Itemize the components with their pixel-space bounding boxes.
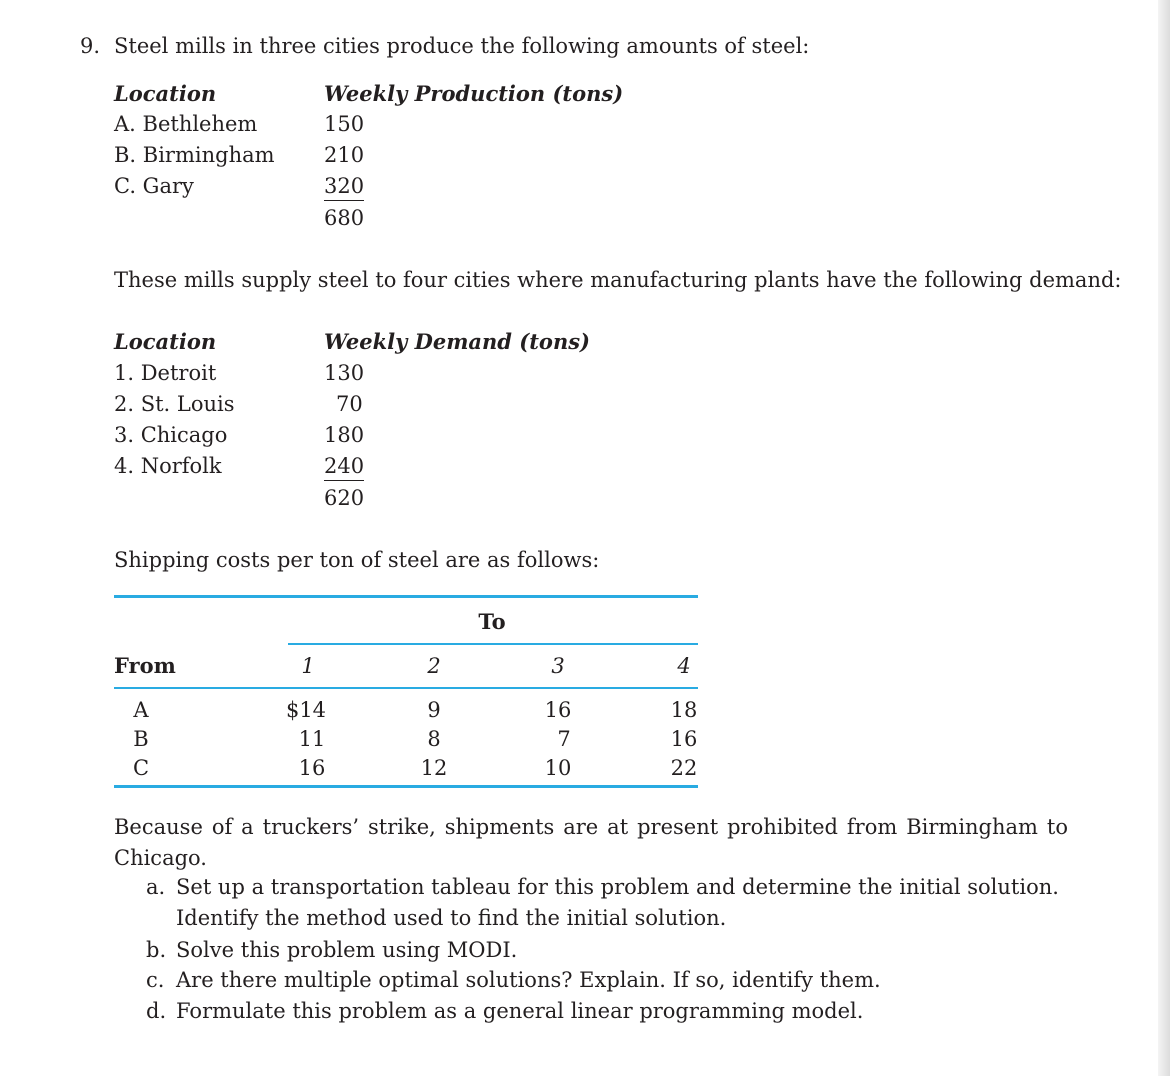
demand-total: 620 (324, 486, 365, 510)
problem-number: 9. (80, 34, 101, 58)
question-letter: a. (146, 875, 166, 899)
cost-cell: $14 (285, 698, 327, 722)
question-text: Formulate this problem as a general linear programming model. (176, 999, 864, 1023)
demand-row-label: 4. Norfolk (114, 454, 222, 478)
cost-cell: 11 (298, 727, 326, 751)
demand-row-value: 240 (324, 453, 364, 481)
cost-cell: 12 (420, 756, 448, 780)
table-top-rule (114, 595, 698, 598)
row-from-label: C (132, 756, 150, 780)
production-row-label: B. Birmingham (114, 143, 275, 167)
demand-value-header: Weekly Demand (tons) (324, 329, 590, 354)
supply-text: These mills supply steel to four cities where manufacturing plants have the following demand: (114, 268, 1122, 292)
to-header: To (478, 609, 506, 634)
column-header-1: 1 (301, 654, 315, 678)
row-from-label: B (133, 727, 149, 751)
cost-cell: 22 (670, 756, 698, 780)
page-edge (1158, 0, 1170, 1076)
shipping-text: Shipping costs per ton of steel are as follows: (114, 548, 600, 572)
demand-row-value: 180 (324, 423, 365, 447)
cost-cell: 10 (544, 756, 572, 780)
production-row-value: 210 (324, 143, 365, 167)
demand-row-value: 70 (336, 392, 363, 416)
from-header: From (114, 653, 176, 678)
production-total: 680 (324, 206, 365, 230)
question-letter: b. (146, 938, 167, 962)
column-header-4: 4 (677, 654, 691, 678)
cost-cell: 16 (670, 727, 698, 751)
production-row-label: C. Gary (114, 174, 194, 198)
row-from-label: A (133, 698, 149, 722)
strike-paragraph: Because of a truckers’ strike, shipments are at present prohibited from Birmingham to Chicago. (114, 815, 1068, 870)
intro-text: Steel mills in three cities produce the following amounts of steel: (114, 34, 810, 58)
header-rule (114, 687, 698, 689)
demand-location-header: Location (114, 329, 217, 354)
demand-row-label: 3. Chicago (114, 423, 228, 447)
demand-row-label: 1. Detroit (114, 361, 217, 385)
production-location-header: Location (114, 81, 217, 106)
production-row-label: A. Bethlehem (114, 112, 258, 136)
cost-cell: 7 (557, 727, 571, 751)
question-text: Set up a transportation tableau for this problem and determine the initial solution. Identify the method used to find the initial solution. (176, 875, 1059, 930)
column-header-3: 3 (551, 654, 565, 678)
question-text: Are there multiple optimal solutions? Explain. If so, identify them. (176, 968, 881, 992)
cost-cell: 16 (544, 698, 572, 722)
question-letter: d. (146, 999, 167, 1023)
production-row-value: 320 (324, 173, 364, 201)
question-letter: c. (146, 968, 165, 992)
production-row-value: 150 (324, 112, 365, 136)
column-header-2: 2 (427, 654, 441, 678)
to-rule (288, 643, 698, 645)
cost-cell: 16 (298, 756, 326, 780)
cost-cell: 9 (427, 698, 441, 722)
cost-cell: 8 (427, 727, 441, 751)
cost-cell: 18 (670, 698, 698, 722)
demand-row-value: 130 (324, 361, 365, 385)
question-text: Solve this problem using MODI. (176, 938, 518, 962)
production-value-header: Weekly Production (tons) (324, 81, 624, 106)
table-bottom-rule (114, 785, 698, 788)
demand-row-label: 2. St. Louis (114, 392, 235, 416)
